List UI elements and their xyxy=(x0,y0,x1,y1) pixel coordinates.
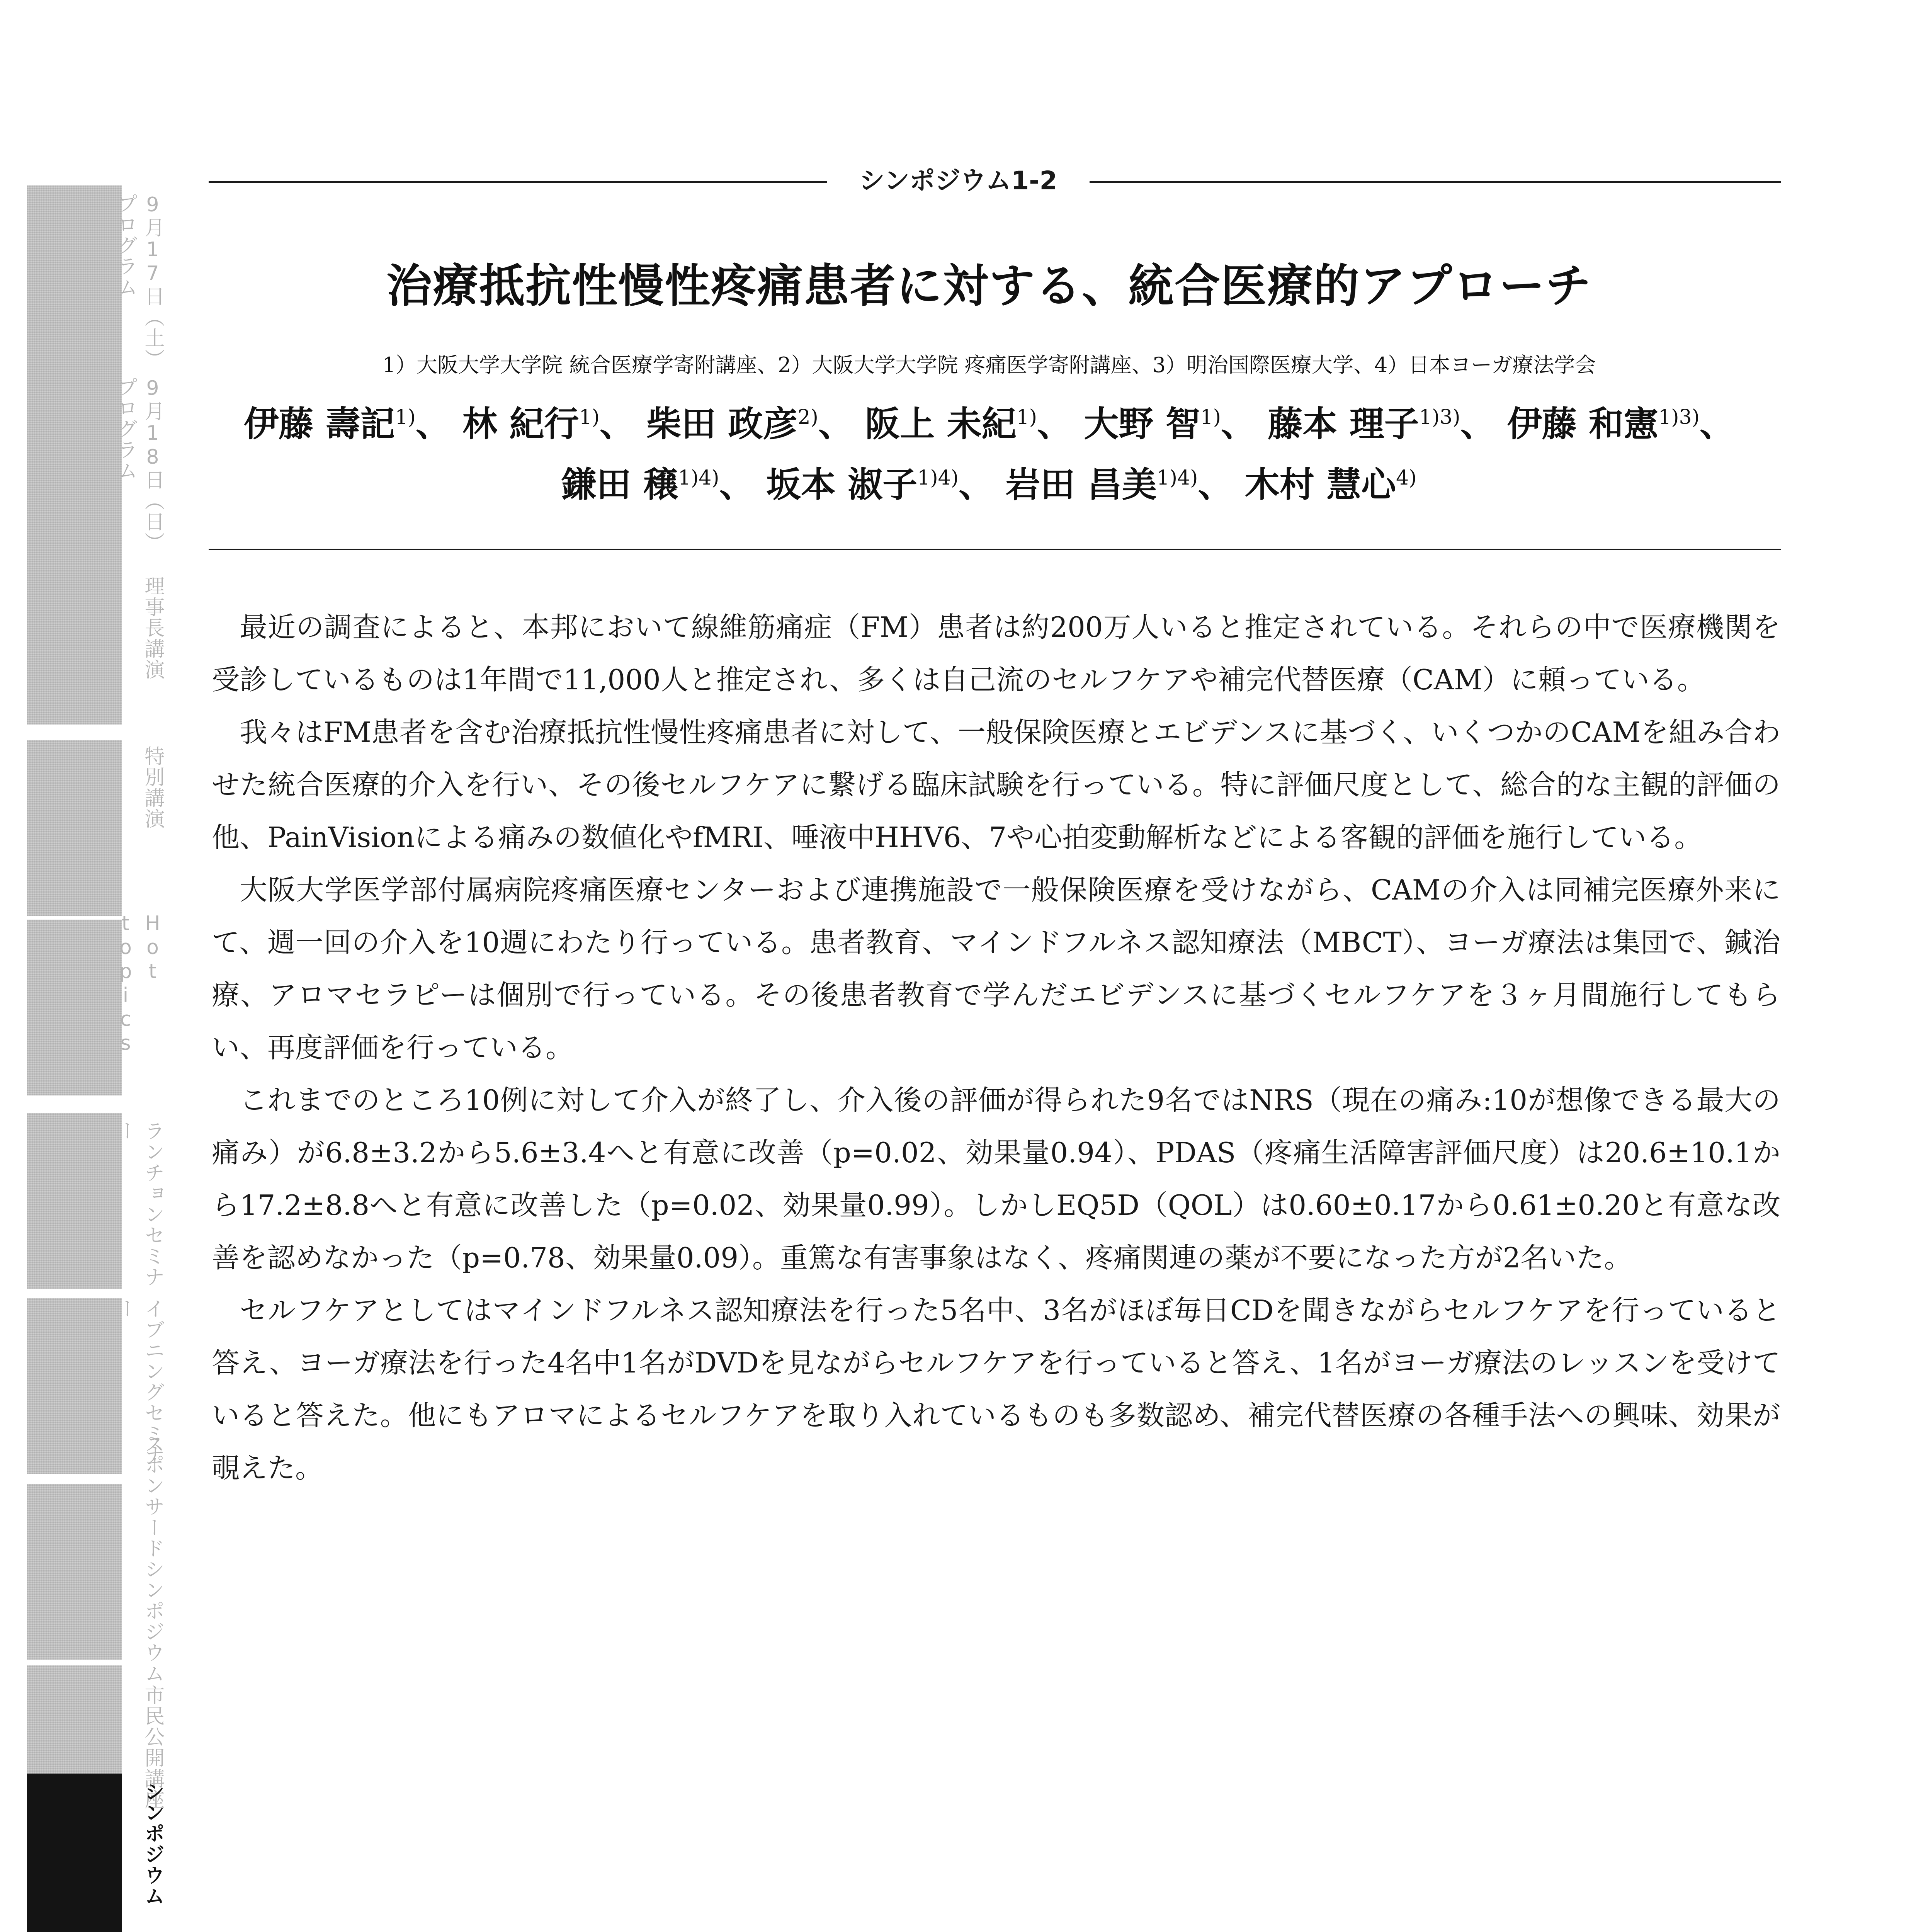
body-paragraph: セルフケアとしてはマインドフルネス認知療法を行った5名中、3名がほぼ毎日CDを聞きながらセルフケアを行っていると答え、ヨーガ療法を行った4名中1名がDVDを見ながらセルフケアを行っていると答え、1名がヨーガ療法のレッスンを受けていると答えた。他にもアロマによるセルフケアを取り入れているものも多数認め、補完代替医療の各種手法への興味、効果が覗えた。 xyxy=(212,1294,1780,1484)
author-separator: 、 xyxy=(959,464,994,505)
side-tab-label: 市民公開講座 xyxy=(141,1685,164,1810)
author-separator: 、 xyxy=(1198,464,1233,505)
side-tab-label: Hot topics xyxy=(114,912,164,1056)
author-separator: 、 xyxy=(719,464,754,505)
side-tab-label: 9月18日（日）プログラム xyxy=(114,377,164,553)
side-tab-label-active: シンポジウム xyxy=(141,1781,164,1906)
side-tab-luncheon-seminar xyxy=(27,1113,122,1289)
author-affiliation-mark: 4) xyxy=(1396,466,1417,490)
author-list xyxy=(209,390,1770,512)
body-paragraph: これまでのところ10例に対して介入が終了し、介入後の評価が得られた9名ではNRS（現在の痛み:10が想像できる最大の痛み）が6.8±3.2から5.6±3.4へと有意に改善（p=0.02、効果量0.94）、PDAS（疼痛生活障害評価尺度）は20.6±10.1から17.2±8.8へと有意に改善した（p=0.02、効果量0.99）。しかしEQ5D（QOL）は0.60±0.17から0.61±0.20と有意な改善を認めなかった（p=0.78、効果量0.09）。重篤な有害事象はなく、疼痛関連の薬が不要になった方が2名いた。 xyxy=(212,1084,1780,1274)
author-separator: 、 xyxy=(1221,403,1256,444)
affiliations: 1）大阪大学大学院 統合医療学寄附講座、2）大阪大学大学院 疼痛医学寄附講座、3）明治国際医療大学、4）日本ヨーガ療法学会 xyxy=(382,353,1596,377)
author-affiliation-mark: 1) xyxy=(395,406,416,429)
author-name: 岩田 昌美 xyxy=(1005,464,1157,505)
author-name: 伊藤 壽記 xyxy=(244,403,395,444)
side-tab-sat-program xyxy=(27,185,122,377)
side-tab-label: 理事長講演 xyxy=(141,576,164,680)
author-name: 柴田 政彦 xyxy=(646,403,798,444)
author-separator: 、 xyxy=(1699,403,1734,444)
body-paragraph: 大阪大学医学部付属病院疼痛医療センターおよび連携施設で一般保険医療を受けながら、CAMの介入は同補完医療外来にて、週一回の介入を10週にわたり行っている。患者教育、マインドフルネス認知療法（MBCT）、ヨーガ療法は集団で、鍼治療、アロマセラピーは個別で行っている。その後患者教育で学んだエビデンスに基づくセルフケアを３ヶ月間施行してもらい、再度評価を行っている。 xyxy=(212,874,1780,1064)
author-name: 大野 智 xyxy=(1084,403,1200,444)
author-separator: 、 xyxy=(415,403,451,444)
author-name: 林 紀行 xyxy=(462,403,579,444)
side-tab-label: 9月17日（土）プログラム xyxy=(114,193,164,369)
paper-title: 治療抵抗性慢性疼痛患者に対する、統合医療的アプローチ xyxy=(386,259,1592,313)
side-tab-special-lecture xyxy=(27,740,122,916)
body-paragraph: 最近の調査によると、本邦において線維筋痛症（FM）患者は約200万人いると推定されている。それらの中で医療機関を受診しているものは1年間で11,000人と推定され、多くは自己流のセルフケアや補完代替医療（CAM）に頼っている。 xyxy=(212,611,1780,696)
side-tab-label: 特別講演 xyxy=(141,746,164,829)
author-affiliation-mark: 1)4) xyxy=(917,466,959,490)
author-name: 木村 慧心 xyxy=(1244,464,1396,505)
author-separator: 、 xyxy=(1460,403,1495,444)
author-separator: 、 xyxy=(599,403,634,444)
side-tab-label: ランチョンセミナー xyxy=(114,1121,164,1287)
author-name: 坂本 淑子 xyxy=(766,464,918,505)
header-bottom-rule xyxy=(209,549,1781,550)
body-paragraph: 我々はFM患者を含む治療抵抗性慢性疼痛患者に対して、一般保険医療とエビデンスに基づく、いくつかのCAMを組み合わせた統合医療的介入を行い、その後セルフケアに繋げる臨床試験を行っている。特に評価尺度として、総合的な主観的評価の他、PainVisionによる痛みの数値化やfMRI、唾液中HHV6、7や心拍変動解析などによる客観的評価を施行している。 xyxy=(212,716,1780,854)
author-separator: 、 xyxy=(1037,403,1072,444)
author-affiliation-mark: 1)4) xyxy=(678,466,719,490)
author-affiliation-mark: 1)4) xyxy=(1156,466,1198,490)
author-affiliation-mark: 1) xyxy=(1016,406,1037,429)
side-tab-label: イブニングセミナー xyxy=(114,1298,164,1465)
header-rule-right xyxy=(1090,181,1781,183)
author-affiliation-mark: 1) xyxy=(1200,406,1221,429)
author-affiliation-mark: 1)3) xyxy=(1658,406,1700,429)
author-affiliation-mark: 1)3) xyxy=(1419,406,1460,429)
side-tab-chairman-lecture xyxy=(27,549,122,724)
author-name: 鎌田 穣 xyxy=(561,464,678,505)
author-name: 伊藤 和憲 xyxy=(1507,403,1659,444)
author-name: 藤本 理子 xyxy=(1268,403,1419,444)
side-tab-symposium-active xyxy=(27,1774,122,1932)
author-affiliation-mark: 1) xyxy=(579,406,600,429)
author-name: 阪上 未紀 xyxy=(865,403,1017,444)
side-tab-hot-topics xyxy=(27,920,122,1095)
side-tab-evening-seminar xyxy=(27,1298,122,1474)
side-tab-label: スポンサードシンポジウム xyxy=(141,1434,164,1684)
side-tab-sponsored-symposium xyxy=(27,1484,122,1660)
author-affiliation-mark: 2) xyxy=(797,406,818,429)
side-tab-sun-program xyxy=(27,369,122,562)
author-separator: 、 xyxy=(818,403,853,444)
header-rule-left xyxy=(209,181,827,183)
section-label: シンポジウム1-2 xyxy=(859,166,1057,196)
abstract-body xyxy=(212,601,1780,1494)
